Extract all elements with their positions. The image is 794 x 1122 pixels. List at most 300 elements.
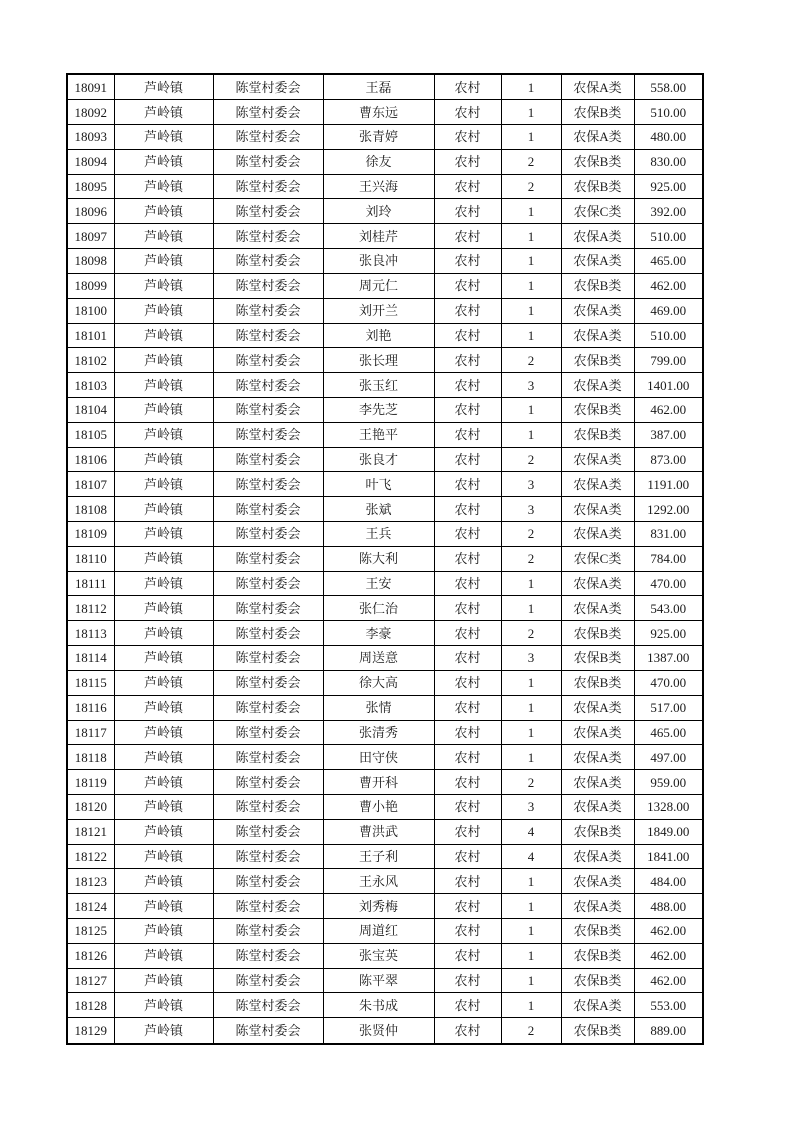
table-cell: 462.00 — [634, 919, 703, 944]
table-cell: 陈堂村委会 — [213, 968, 323, 993]
table-cell: 周道红 — [323, 919, 434, 944]
table-cell: 1401.00 — [634, 373, 703, 398]
table-cell: 2 — [501, 522, 561, 547]
table-cell: 周元仁 — [323, 273, 434, 298]
table-cell: 叶飞 — [323, 472, 434, 497]
table-cell: 张斌 — [323, 497, 434, 522]
table-cell: 497.00 — [634, 745, 703, 770]
table-cell: 曹小艳 — [323, 794, 434, 819]
table-cell: 芦岭镇 — [114, 397, 213, 422]
table-cell: 陈平翠 — [323, 968, 434, 993]
table-cell: 芦岭镇 — [114, 546, 213, 571]
table-cell: 1387.00 — [634, 646, 703, 671]
table-cell: 徐大高 — [323, 670, 434, 695]
table-row — [67, 646, 703, 671]
table-cell: 470.00 — [634, 571, 703, 596]
table-cell: 2 — [501, 149, 561, 174]
table-cell: 陈堂村委会 — [213, 174, 323, 199]
table-cell: 3 — [501, 472, 561, 497]
table-cell: 543.00 — [634, 596, 703, 621]
table-cell: 18111 — [67, 571, 114, 596]
table-cell: 王永风 — [323, 869, 434, 894]
table-cell: 18127 — [67, 968, 114, 993]
table-cell: 农村 — [434, 472, 501, 497]
table-cell: 1 — [501, 125, 561, 150]
table-cell: 农村 — [434, 794, 501, 819]
table-cell: 农村 — [434, 199, 501, 224]
table-cell: 18107 — [67, 472, 114, 497]
table-cell: 18112 — [67, 596, 114, 621]
table-cell: 农村 — [434, 646, 501, 671]
table-row — [67, 298, 703, 323]
table-cell: 1 — [501, 422, 561, 447]
table-cell: 陈堂村委会 — [213, 522, 323, 547]
table-cell: 陈堂村委会 — [213, 497, 323, 522]
table-cell: 1 — [501, 869, 561, 894]
table-cell: 农村 — [434, 447, 501, 472]
table-cell: 558.00 — [634, 74, 703, 100]
table-cell: 农村 — [434, 397, 501, 422]
table-cell: 农保B类 — [561, 397, 634, 422]
table-cell: 农保B类 — [561, 348, 634, 373]
table-cell: 张情 — [323, 695, 434, 720]
table-cell: 陈堂村委会 — [213, 125, 323, 150]
table-cell: 1 — [501, 74, 561, 100]
table-cell: 陈堂村委会 — [213, 546, 323, 571]
table-cell: 农保A类 — [561, 249, 634, 274]
table-cell: 18104 — [67, 397, 114, 422]
table-cell: 2 — [501, 348, 561, 373]
table-cell: 农保A类 — [561, 74, 634, 100]
table-cell: 462.00 — [634, 273, 703, 298]
table-cell: 农保B类 — [561, 968, 634, 993]
table-cell: 889.00 — [634, 1018, 703, 1044]
table-cell: 18100 — [67, 298, 114, 323]
table-cell: 517.00 — [634, 695, 703, 720]
table-cell: 朱书成 — [323, 993, 434, 1018]
table-cell: 农保A类 — [561, 224, 634, 249]
table-row — [67, 1018, 703, 1044]
table-row — [67, 422, 703, 447]
table-cell: 18118 — [67, 745, 114, 770]
table-cell: 784.00 — [634, 546, 703, 571]
table-cell: 陈堂村委会 — [213, 373, 323, 398]
table-cell: 农村 — [434, 422, 501, 447]
table-cell: 农村 — [434, 373, 501, 398]
table-cell: 1 — [501, 993, 561, 1018]
table-cell: 芦岭镇 — [114, 249, 213, 274]
table-cell: 农保A类 — [561, 125, 634, 150]
table-cell: 484.00 — [634, 869, 703, 894]
table-cell: 18094 — [67, 149, 114, 174]
table-cell: 农村 — [434, 695, 501, 720]
table-cell: 农村 — [434, 571, 501, 596]
table-cell: 农保A类 — [561, 695, 634, 720]
table-cell: 刘玲 — [323, 199, 434, 224]
table-cell: 刘艳 — [323, 323, 434, 348]
table-cell: 陈堂村委会 — [213, 844, 323, 869]
table-cell: 农保A类 — [561, 745, 634, 770]
table-cell: 陈堂村委会 — [213, 596, 323, 621]
table-cell: 农保A类 — [561, 770, 634, 795]
table-cell: 芦岭镇 — [114, 522, 213, 547]
table-cell: 农村 — [434, 125, 501, 150]
table-cell: 3 — [501, 497, 561, 522]
table-row — [67, 149, 703, 174]
table-cell: 农村 — [434, 745, 501, 770]
table-cell: 465.00 — [634, 249, 703, 274]
table-cell: 农保B类 — [561, 819, 634, 844]
table-cell: 农村 — [434, 943, 501, 968]
table-cell: 农保A类 — [561, 894, 634, 919]
table-cell: 1 — [501, 745, 561, 770]
table-cell: 18123 — [67, 869, 114, 894]
table-cell: 农保A类 — [561, 472, 634, 497]
table-cell: 农保B类 — [561, 646, 634, 671]
table-row — [67, 770, 703, 795]
table-cell: 芦岭镇 — [114, 770, 213, 795]
table-cell: 农村 — [434, 497, 501, 522]
table-cell: 农保B类 — [561, 149, 634, 174]
table-row — [67, 596, 703, 621]
table-cell: 480.00 — [634, 125, 703, 150]
table-cell: 18129 — [67, 1018, 114, 1044]
table-cell: 农保A类 — [561, 844, 634, 869]
table-cell: 462.00 — [634, 968, 703, 993]
table-cell: 农村 — [434, 770, 501, 795]
table-cell: 510.00 — [634, 100, 703, 125]
table-row — [67, 174, 703, 199]
table-row — [67, 745, 703, 770]
table-cell: 18122 — [67, 844, 114, 869]
table-row — [67, 273, 703, 298]
table-row — [67, 819, 703, 844]
table-cell: 农保B类 — [561, 273, 634, 298]
table-cell: 芦岭镇 — [114, 100, 213, 125]
table-cell: 农村 — [434, 621, 501, 646]
table-cell: 陈堂村委会 — [213, 348, 323, 373]
table-cell: 农村 — [434, 323, 501, 348]
table-cell: 18096 — [67, 199, 114, 224]
table-cell: 芦岭镇 — [114, 298, 213, 323]
table-cell: 4 — [501, 844, 561, 869]
table-cell: 王兵 — [323, 522, 434, 547]
table-cell: 18093 — [67, 125, 114, 150]
table-cell: 芦岭镇 — [114, 1018, 213, 1044]
table-cell: 芦岭镇 — [114, 273, 213, 298]
table-cell: 陈堂村委会 — [213, 149, 323, 174]
table-cell: 农保C类 — [561, 546, 634, 571]
table-cell: 芦岭镇 — [114, 472, 213, 497]
table-cell: 18109 — [67, 522, 114, 547]
table-cell: 农保A类 — [561, 720, 634, 745]
table-cell: 18116 — [67, 695, 114, 720]
table-cell: 18114 — [67, 646, 114, 671]
table-cell: 农村 — [434, 819, 501, 844]
table-cell: 刘秀梅 — [323, 894, 434, 919]
table-cell: 18108 — [67, 497, 114, 522]
table-cell: 李豪 — [323, 621, 434, 646]
table-cell: 18121 — [67, 819, 114, 844]
table-cell: 农保A类 — [561, 522, 634, 547]
table-cell: 芦岭镇 — [114, 323, 213, 348]
table-cell: 陈堂村委会 — [213, 199, 323, 224]
table-cell: 芦岭镇 — [114, 174, 213, 199]
table-cell: 1 — [501, 323, 561, 348]
table-cell: 4 — [501, 819, 561, 844]
table-cell: 2 — [501, 546, 561, 571]
table-cell: 芦岭镇 — [114, 993, 213, 1018]
table-cell: 芦岭镇 — [114, 745, 213, 770]
table-cell: 18120 — [67, 794, 114, 819]
table-cell: 陈堂村委会 — [213, 621, 323, 646]
table-cell: 18102 — [67, 348, 114, 373]
table-cell: 陈堂村委会 — [213, 993, 323, 1018]
table-cell: 张玉红 — [323, 373, 434, 398]
table-cell: 2 — [501, 1018, 561, 1044]
table-cell: 18124 — [67, 894, 114, 919]
table-cell: 王艳平 — [323, 422, 434, 447]
table-cell: 王兴海 — [323, 174, 434, 199]
table-cell: 18091 — [67, 74, 114, 100]
table-cell: 农保A类 — [561, 869, 634, 894]
table-cell: 农村 — [434, 100, 501, 125]
table-cell: 芦岭镇 — [114, 422, 213, 447]
table-cell: 陈堂村委会 — [213, 695, 323, 720]
table-row — [67, 621, 703, 646]
table-cell: 芦岭镇 — [114, 670, 213, 695]
table-row — [67, 869, 703, 894]
table-cell: 芦岭镇 — [114, 224, 213, 249]
table-cell: 陈堂村委会 — [213, 100, 323, 125]
table-cell: 1 — [501, 968, 561, 993]
table-cell: 刘桂芹 — [323, 224, 434, 249]
table-cell: 陈堂村委会 — [213, 745, 323, 770]
table-cell: 徐友 — [323, 149, 434, 174]
table-cell: 陈堂村委会 — [213, 646, 323, 671]
table-cell: 陈堂村委会 — [213, 298, 323, 323]
table-cell: 陈堂村委会 — [213, 273, 323, 298]
table-cell: 张清秀 — [323, 720, 434, 745]
table-cell: 陈大利 — [323, 546, 434, 571]
table-cell: 农村 — [434, 670, 501, 695]
table-cell: 553.00 — [634, 993, 703, 1018]
table-cell: 陈堂村委会 — [213, 894, 323, 919]
table-cell: 农保A类 — [561, 794, 634, 819]
table-cell: 王磊 — [323, 74, 434, 100]
table-cell: 农村 — [434, 844, 501, 869]
table-cell: 王子利 — [323, 844, 434, 869]
table-row — [67, 125, 703, 150]
table-cell: 陈堂村委会 — [213, 943, 323, 968]
table-cell: 农村 — [434, 596, 501, 621]
table-cell: 18105 — [67, 422, 114, 447]
table-row — [67, 546, 703, 571]
table-cell: 张宝英 — [323, 943, 434, 968]
table-cell: 392.00 — [634, 199, 703, 224]
table-cell: 18097 — [67, 224, 114, 249]
table-cell: 芦岭镇 — [114, 571, 213, 596]
table-row — [67, 199, 703, 224]
table-cell: 周送意 — [323, 646, 434, 671]
table-cell: 曹开科 — [323, 770, 434, 795]
table-cell: 李先芝 — [323, 397, 434, 422]
table-cell: 18115 — [67, 670, 114, 695]
table-cell: 农村 — [434, 919, 501, 944]
table-cell: 2 — [501, 621, 561, 646]
table-cell: 农保A类 — [561, 571, 634, 596]
table-cell: 芦岭镇 — [114, 348, 213, 373]
table-row — [67, 397, 703, 422]
table-cell: 799.00 — [634, 348, 703, 373]
table-cell: 488.00 — [634, 894, 703, 919]
table-row — [67, 74, 703, 100]
table-cell: 芦岭镇 — [114, 844, 213, 869]
table-cell: 465.00 — [634, 720, 703, 745]
table-cell: 陈堂村委会 — [213, 224, 323, 249]
table-cell: 1 — [501, 298, 561, 323]
table-cell: 陈堂村委会 — [213, 919, 323, 944]
table-cell: 农保A类 — [561, 373, 634, 398]
table-cell: 陈堂村委会 — [213, 323, 323, 348]
table-cell: 469.00 — [634, 298, 703, 323]
table-cell: 农村 — [434, 273, 501, 298]
table-cell: 农村 — [434, 869, 501, 894]
table-cell: 陈堂村委会 — [213, 670, 323, 695]
table-cell: 农保B类 — [561, 174, 634, 199]
table-cell: 1 — [501, 199, 561, 224]
table-cell: 925.00 — [634, 174, 703, 199]
table-cell: 农保B类 — [561, 100, 634, 125]
table-cell: 18117 — [67, 720, 114, 745]
table-cell: 陈堂村委会 — [213, 770, 323, 795]
table-cell: 芦岭镇 — [114, 199, 213, 224]
table-cell: 芦岭镇 — [114, 596, 213, 621]
table-cell: 18125 — [67, 919, 114, 944]
table-cell: 农村 — [434, 298, 501, 323]
table-cell: 1 — [501, 100, 561, 125]
table-cell: 2 — [501, 447, 561, 472]
table-cell: 张仁治 — [323, 596, 434, 621]
table-cell: 18126 — [67, 943, 114, 968]
table-cell: 农村 — [434, 894, 501, 919]
table-cell: 陈堂村委会 — [213, 571, 323, 596]
table-cell: 陈堂村委会 — [213, 794, 323, 819]
table-cell: 1849.00 — [634, 819, 703, 844]
table-cell: 芦岭镇 — [114, 794, 213, 819]
table-cell: 农村 — [434, 968, 501, 993]
table-cell: 农保B类 — [561, 919, 634, 944]
table-cell: 陈堂村委会 — [213, 819, 323, 844]
table-row — [67, 571, 703, 596]
table-cell: 18113 — [67, 621, 114, 646]
table-cell: 18103 — [67, 373, 114, 398]
table-cell: 张青婷 — [323, 125, 434, 150]
table-cell: 农保B类 — [561, 621, 634, 646]
table-cell: 芦岭镇 — [114, 497, 213, 522]
table-cell: 873.00 — [634, 447, 703, 472]
table-cell: 芦岭镇 — [114, 621, 213, 646]
table-cell: 1 — [501, 695, 561, 720]
table-cell: 1 — [501, 249, 561, 274]
table-cell: 曹洪武 — [323, 819, 434, 844]
table-cell: 农保A类 — [561, 298, 634, 323]
table-cell: 农保A类 — [561, 993, 634, 1018]
table-row — [67, 968, 703, 993]
table-cell: 470.00 — [634, 670, 703, 695]
table-row — [67, 844, 703, 869]
table-cell: 1328.00 — [634, 794, 703, 819]
table-cell: 农村 — [434, 74, 501, 100]
table-cell: 830.00 — [634, 149, 703, 174]
table-cell: 1 — [501, 397, 561, 422]
table-cell: 18110 — [67, 546, 114, 571]
table-cell: 农村 — [434, 174, 501, 199]
table-cell: 925.00 — [634, 621, 703, 646]
table-cell: 芦岭镇 — [114, 819, 213, 844]
table-cell: 农村 — [434, 224, 501, 249]
table-cell: 农保A类 — [561, 447, 634, 472]
table-cell: 陈堂村委会 — [213, 869, 323, 894]
table-cell: 张良才 — [323, 447, 434, 472]
table-cell: 18098 — [67, 249, 114, 274]
table-cell: 18119 — [67, 770, 114, 795]
table-cell: 田守侠 — [323, 745, 434, 770]
table-cell: 芦岭镇 — [114, 894, 213, 919]
table-cell: 农村 — [434, 993, 501, 1018]
table-cell: 芦岭镇 — [114, 149, 213, 174]
table-row — [67, 100, 703, 125]
table-cell: 18099 — [67, 273, 114, 298]
table-cell: 18106 — [67, 447, 114, 472]
table-cell: 芦岭镇 — [114, 74, 213, 100]
table-cell: 张良冲 — [323, 249, 434, 274]
table-row — [67, 993, 703, 1018]
table-row — [67, 919, 703, 944]
table-cell: 1 — [501, 273, 561, 298]
table-cell: 1 — [501, 894, 561, 919]
table-cell: 芦岭镇 — [114, 943, 213, 968]
table-cell: 陈堂村委会 — [213, 397, 323, 422]
table-row — [67, 894, 703, 919]
table-cell: 18092 — [67, 100, 114, 125]
table-row — [67, 224, 703, 249]
table-cell: 农保B类 — [561, 1018, 634, 1044]
table-cell: 3 — [501, 646, 561, 671]
table-cell: 1292.00 — [634, 497, 703, 522]
table-cell: 陈堂村委会 — [213, 1018, 323, 1044]
table-cell: 18128 — [67, 993, 114, 1018]
table-row — [67, 670, 703, 695]
table-cell: 农村 — [434, 249, 501, 274]
table-cell: 农保A类 — [561, 323, 634, 348]
table-cell: 张贤仲 — [323, 1018, 434, 1044]
table-row — [67, 522, 703, 547]
table-cell: 农村 — [434, 720, 501, 745]
table-cell: 3 — [501, 373, 561, 398]
table-cell: 陈堂村委会 — [213, 720, 323, 745]
table-cell: 农保B类 — [561, 943, 634, 968]
table-cell: 农村 — [434, 546, 501, 571]
table-cell: 农保B类 — [561, 422, 634, 447]
table-cell: 芦岭镇 — [114, 869, 213, 894]
table-cell: 1 — [501, 670, 561, 695]
table-row — [67, 348, 703, 373]
table-cell: 农村 — [434, 1018, 501, 1044]
table-cell: 18095 — [67, 174, 114, 199]
table-cell: 曹东远 — [323, 100, 434, 125]
table-cell: 462.00 — [634, 943, 703, 968]
